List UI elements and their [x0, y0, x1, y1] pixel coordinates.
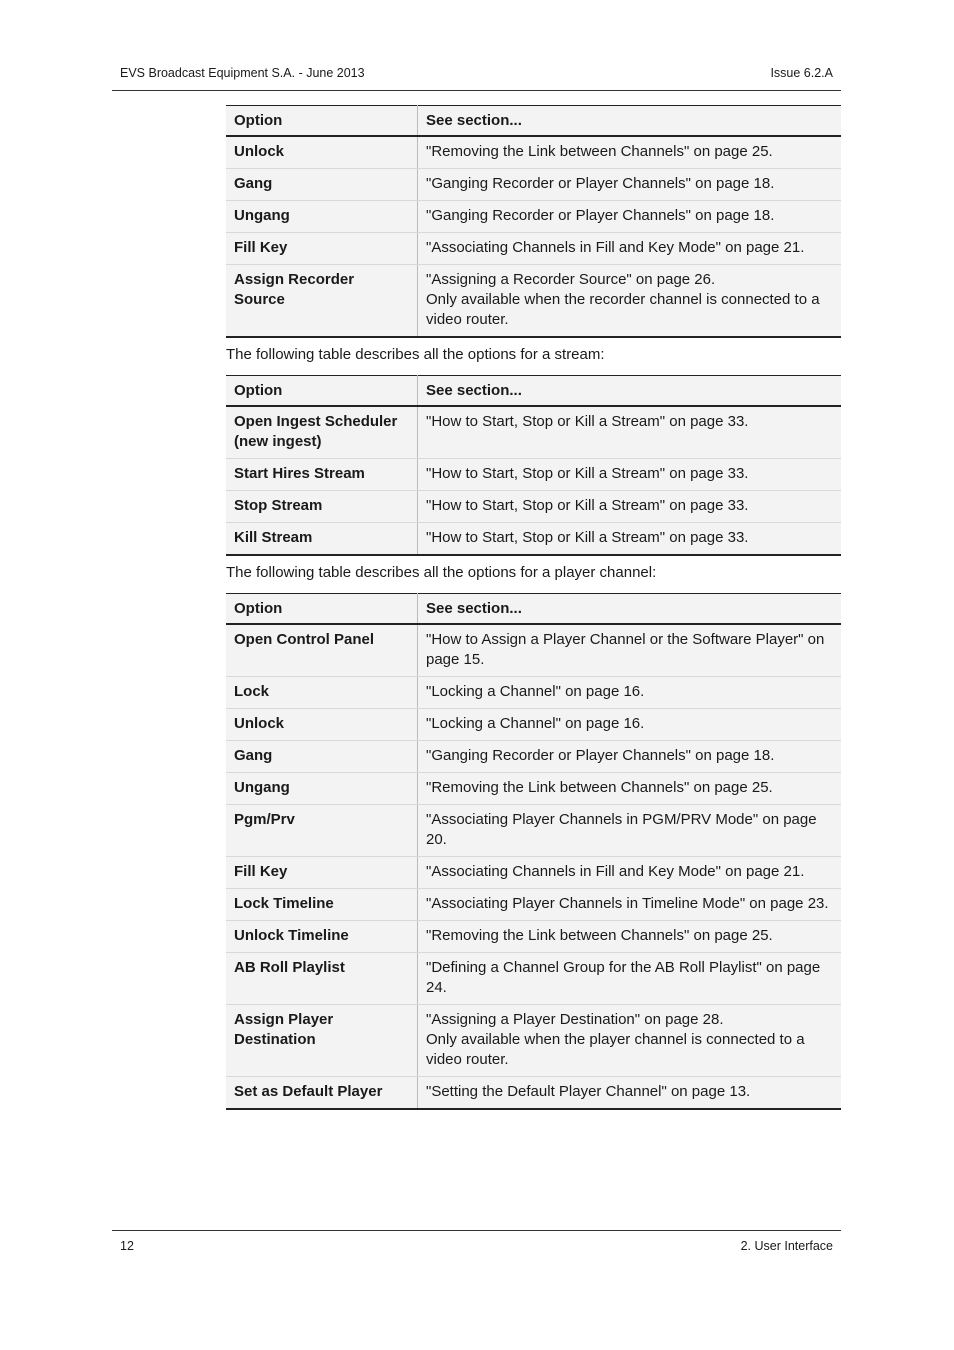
table-row — [226, 1077, 841, 1110]
section-reference-cell: "Removing the Link between Channels" on page 25. — [418, 136, 842, 169]
recorder-options-table — [226, 105, 841, 338]
option-cell: Fill Key — [226, 857, 418, 889]
table-row — [226, 624, 841, 677]
section-reference-cell: "Setting the Default Player Channel" on page 13. — [418, 1077, 842, 1110]
option-cell: Start Hires Stream — [226, 459, 418, 491]
table-row — [226, 523, 841, 556]
option-cell: Unlock — [226, 709, 418, 741]
table-row — [226, 741, 841, 773]
section-reference-cell: "Associating Player Channels in PGM/PRV Mode" on page 20. — [418, 805, 842, 857]
option-cell: Unlock Timeline — [226, 921, 418, 953]
table-row — [226, 857, 841, 889]
option-cell: Open Control Panel — [226, 624, 418, 677]
table-row — [226, 406, 841, 459]
table-row — [226, 169, 841, 201]
table-row — [226, 805, 841, 857]
option-cell: Unlock — [226, 136, 418, 169]
option-cell: Open Ingest Scheduler (new ingest) — [226, 406, 418, 459]
section-reference-cell: "Removing the Link between Channels" on page 25. — [418, 773, 842, 805]
table-row — [226, 201, 841, 233]
section-reference-cell: "Defining a Channel Group for the AB Roll Playlist" on page 24. — [418, 953, 842, 1005]
option-cell: AB Roll Playlist — [226, 953, 418, 1005]
table-row — [226, 1005, 841, 1077]
option-cell: Assign Recorder Source — [226, 265, 418, 338]
page-footer — [112, 1230, 841, 1255]
table-row — [226, 265, 841, 338]
table-row — [226, 136, 841, 169]
option-cell: Fill Key — [226, 233, 418, 265]
page-header — [112, 62, 841, 91]
table-row — [226, 677, 841, 709]
table-row — [226, 773, 841, 805]
section-reference-cell: "How to Start, Stop or Kill a Stream" on page 33. — [418, 491, 842, 523]
option-cell: Ungang — [226, 201, 418, 233]
column-header-option: Option — [226, 594, 418, 625]
table-header-row — [226, 376, 841, 407]
option-cell: Ungang — [226, 773, 418, 805]
section-reference-cell: "How to Start, Stop or Kill a Stream" on page 33. — [418, 523, 842, 556]
option-cell: Assign Player Destination — [226, 1005, 418, 1077]
option-cell: Kill Stream — [226, 523, 418, 556]
table-row — [226, 491, 841, 523]
table-header-row — [226, 594, 841, 625]
table-row — [226, 233, 841, 265]
section-reference-cell: "How to Assign a Player Channel or the Software Player" on page 15. — [418, 624, 842, 677]
section-reference-cell: "Associating Channels in Fill and Key Mode" on page 21. — [418, 233, 842, 265]
table-row — [226, 889, 841, 921]
option-cell: Lock Timeline — [226, 889, 418, 921]
section-reference-cell: "Locking a Channel" on page 16. — [418, 709, 842, 741]
option-cell: Lock — [226, 677, 418, 709]
section-reference-cell: "Ganging Recorder or Player Channels" on page 18. — [418, 201, 842, 233]
section-reference-cell: "Associating Channels in Fill and Key Mode" on page 21. — [418, 857, 842, 889]
header-issue: Issue 6.2.A — [770, 66, 833, 80]
option-cell: Stop Stream — [226, 491, 418, 523]
player-options-table — [226, 593, 841, 1110]
section-reference-cell: "Associating Player Channels in Timeline Mode" on page 23. — [418, 889, 842, 921]
option-cell: Pgm/Prv — [226, 805, 418, 857]
page-number: 12 — [120, 1239, 134, 1253]
table-row — [226, 459, 841, 491]
column-header-section: See section... — [418, 106, 842, 137]
header-publisher: EVS Broadcast Equipment S.A. - June 2013 — [120, 66, 365, 80]
section-reference-cell: "Assigning a Recorder Source" on page 26. Only available when the recorder channel is connected to a video router. — [418, 265, 842, 338]
column-header-option: Option — [226, 376, 418, 407]
section-reference-cell: "How to Start, Stop or Kill a Stream" on page 33. — [418, 459, 842, 491]
section-reference-cell: "How to Start, Stop or Kill a Stream" on page 33. — [418, 406, 842, 459]
column-header-section: See section... — [418, 594, 842, 625]
stream-options-table — [226, 375, 841, 556]
chapter-title: 2. User Interface — [740, 1239, 833, 1253]
player-table-intro: The following table describes all the options for a player channel: — [226, 564, 657, 581]
page-content — [226, 105, 841, 1110]
table-header-row — [226, 106, 841, 137]
column-header-section: See section... — [418, 376, 842, 407]
column-header-option: Option — [226, 106, 418, 137]
table-row — [226, 953, 841, 1005]
section-reference-cell: "Locking a Channel" on page 16. — [418, 677, 842, 709]
option-cell: Gang — [226, 741, 418, 773]
table-row — [226, 709, 841, 741]
section-reference-cell: "Ganging Recorder or Player Channels" on page 18. — [418, 169, 842, 201]
option-cell: Gang — [226, 169, 418, 201]
option-cell: Set as Default Player — [226, 1077, 418, 1110]
section-reference-cell: "Ganging Recorder or Player Channels" on page 18. — [418, 741, 842, 773]
section-reference-cell: "Assigning a Player Destination" on page 28. Only available when the player channel is connected to a video router. — [418, 1005, 842, 1077]
section-reference-cell: "Removing the Link between Channels" on page 25. — [418, 921, 842, 953]
stream-table-intro: The following table describes all the options for a stream: — [226, 346, 605, 363]
table-row — [226, 921, 841, 953]
